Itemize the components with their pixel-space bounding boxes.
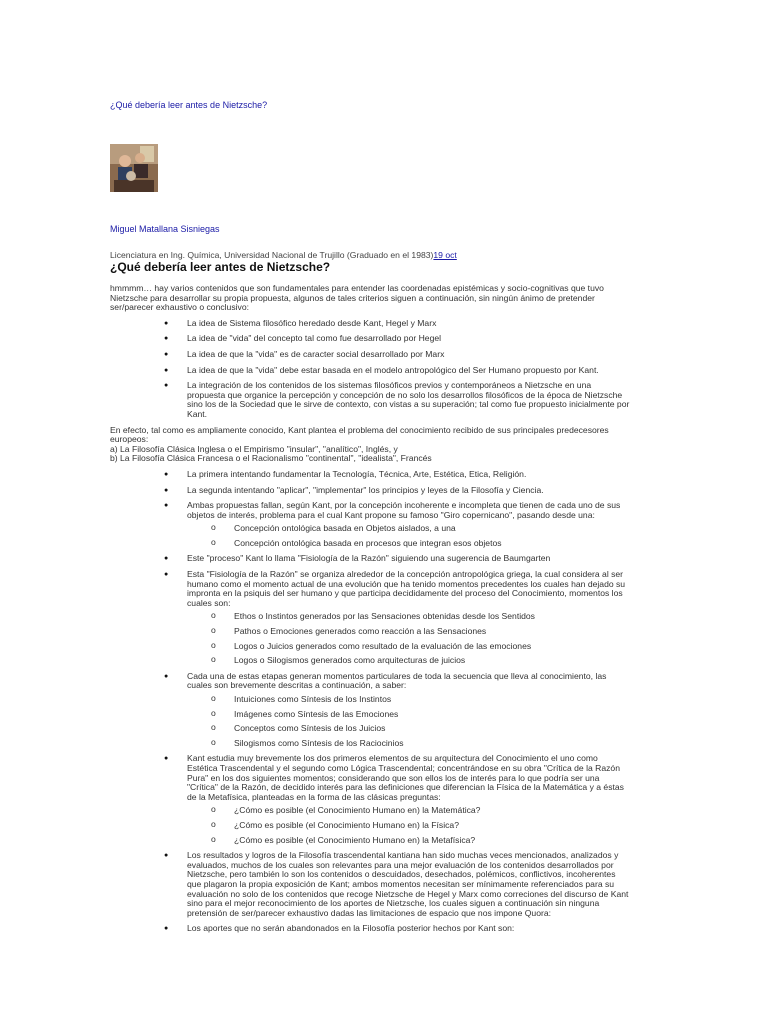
list-item	[187, 754, 630, 845]
list-item-text: La segunda intentando "aplicar", "implementar" los principios y leyes de la Filosofía y Ciencia.	[187, 484, 544, 495]
author-photo[interactable]	[110, 144, 158, 192]
list-item: ● La idea de Sistema filosófico heredado desde Kant, Hegel y Marx	[187, 319, 630, 329]
list-item	[187, 672, 630, 749]
list-item: ● La integración de los contenidos de los sistemas filosóficos previos y contemporáneos a Nietzsche en una propuesta que organice la percepción y concepción de no solo los desarrollos filosóficos de la época de Nietzsche sino los de la Sociedad que le sirve de contexto, con vistas a su superación; tal como fue propuesto inicialmente por Kant.	[187, 381, 630, 419]
sublist	[187, 806, 630, 845]
intro-paragraph: hmmmm… hay varios contenidos que son fundamentales para entender las coordenadas epistémicas y socio-cognitivas que tuvo Nietzsche para desarrollar su propia propuesta, algunos de tales criterios siguen a continuación, sin ningún ánimo de pretender ser/parecer exhaustivo o conclusivo:	[110, 283, 604, 313]
list-item	[187, 501, 630, 548]
sublist-item: o Concepción ontológica basada en Objetos aislados, a una	[234, 524, 630, 534]
sublist-item: o Logos o Silogismos generados como arquitecturas de juicios	[234, 656, 630, 666]
list-item-text: Kant estudia muy brevemente los dos primeros elementos de su arquitectura del Conocimiento el uno como Estética Trascendental y el segundo como Lógica Trascendental; concentrándose en su obra "Crítica de la Razón Pura" en los dos siguientes momentos; considerando que son ellos los de interés para lo que podría ser una "Crítica" de la Razón, de decidido interés para las definiciones que diferencian la Física de la Matemática y a éstas de la Metafísica, planteadas en la forma de las clásicas preguntas:	[187, 753, 624, 802]
kant-problem-line: En efecto, tal como es ampliamente conocido, Kant plantea el problema del conocimiento recibido de sus principales predecesores europeos:	[110, 424, 609, 445]
sublist-item: o Conceptos como Síntesis de los Juicios	[234, 724, 630, 734]
option-a-line: a) La Filosofía Clásica Inglesa o el Empirismo "insular", "analítico", Inglés, y	[110, 443, 398, 454]
answer-body	[110, 284, 630, 940]
sublist-item: o ¿Cómo es posible (el Conocimiento Humano en) la Matemática?	[234, 806, 630, 816]
list-item-text: Este "proceso" Kant lo llama "Fisiología de la Razón" siguiendo una sugerencia de Baumgarten	[187, 553, 551, 564]
photo-image	[110, 144, 158, 192]
list-item-text: Esta "Fisiología de la Razón" se organiza alrededor de la concepción antropológica griega, la cual considera al ser humano como el momento actual de una evolución que ha tenido momentos precedentes los cuales han dejado su impronta en la psiquis del ser humano y que participa decididamente del proceso del Conocimiento, momentos los cuales son:	[187, 569, 626, 608]
sublist-item: o Concepción ontológica basada en procesos que integran esos objetos	[234, 539, 630, 549]
author-name[interactable]: Miguel Matallana Sisniegas	[110, 224, 220, 234]
list-item-text: Cada una de estas etapas generan momentos particulares de toda la secuencia que lleva al conocimiento, las cuales son brevemente descritas a continuación, a saber:	[187, 670, 607, 691]
list-item	[187, 570, 630, 666]
list-item-text: Ambas propuestas fallan, según Kant, por la concepción incoherente e incompleta que tienen de cada uno de sus objetos de interés, problema para el cual Kant propone su famoso "Giro copernicano", pasando desde una:	[187, 500, 621, 520]
answer-title: ¿Qué debería leer antes de Nietzsche?	[110, 260, 331, 274]
sublist	[187, 524, 630, 548]
sublist-item: o ¿Cómo es posible (el Conocimiento Humano en) la Física?	[234, 821, 630, 831]
credential-text: Licenciatura en Ing. Química, Universidad Nacional de Trujillo (Graduado en el 1983)	[110, 250, 434, 260]
sublist-item: o Imágenes como Síntesis de las Emociones	[234, 710, 630, 720]
sublist-item: o Intuiciones como Síntesis de los Instintos	[234, 695, 630, 705]
sublist	[187, 612, 630, 665]
list-item-text: Los resultados y logros de la Filosofía trascendental kantiana han sido muchas veces mencionados, analizados y evaluados, muchos de los cuales son relevantes para una mejor evaluación de los contenidos desarrollados por Nietzsche, pero también lo son los contenidos o descuidados, desechados, polémicos, conflictivos, incoherentes que plagaron la propia exposición de Kant; ambos momentos necesitan ser mínimamente referenciados para su evaluación no solo de los contenidos que recoge Nietzsche de Hegel y Marx como correciones del discurso de Kant sino para el mejor reconocimiento de los aportes de Nietzsche, los cuales siguen a continuación sin ninguna pretensión de ser/parecer exhaustivo dadas las limitaciones de espacio que nos impone Quora:	[187, 850, 629, 918]
list-item	[187, 486, 630, 496]
sublist-item: o Pathos o Emociones generados como reacción a las Sensaciones	[234, 627, 630, 637]
sublist-item: o Logos o Juicios generados como resultado de la evaluación de las emociones	[234, 642, 630, 652]
list-item: ● La idea de que la "vida" debe estar basada en el modelo antropológico del Ser Humano propuesto por Kant.	[187, 366, 630, 376]
list-1	[110, 319, 630, 420]
sublist-item: o ¿Cómo es posible (el Conocimiento Humano en) la Metafísica?	[234, 836, 630, 846]
list-item-text: Los aportes que no serán abandonados en la Filosofía posterior hechos por Kant son:	[187, 923, 515, 934]
list-item	[187, 554, 630, 564]
date-link[interactable]: 19 oct	[433, 250, 457, 260]
author-credential	[110, 250, 457, 260]
list-item: ● La idea de que la "vida" es de caracter social desarrollado por Marx	[187, 350, 630, 360]
list-item	[187, 924, 630, 934]
question-link[interactable]: ¿Qué debería leer antes de Nietzsche?	[110, 100, 268, 110]
list-item-text: La primera intentando fundamentar la Tecnología, Técnica, Arte, Estética, Etica, Religión.	[187, 468, 527, 479]
list-item: ● La idea de "vida" del concepto tal como fue desarrollado por Hegel	[187, 334, 630, 344]
list-2	[110, 470, 630, 934]
sublist-item: o Ethos o Instintos generados por las Sensaciones obtenidas desde los Sentidos	[234, 612, 630, 622]
option-b-line: b) La Filosofía Clásica Francesa o el Racionalismo "continental", "idealista", Francés	[110, 453, 432, 464]
list-item	[187, 851, 630, 918]
sublist	[187, 695, 630, 748]
list-item	[187, 470, 630, 480]
sublist-item: o Silogismos como Síntesis de los Raciocinios	[234, 739, 630, 749]
